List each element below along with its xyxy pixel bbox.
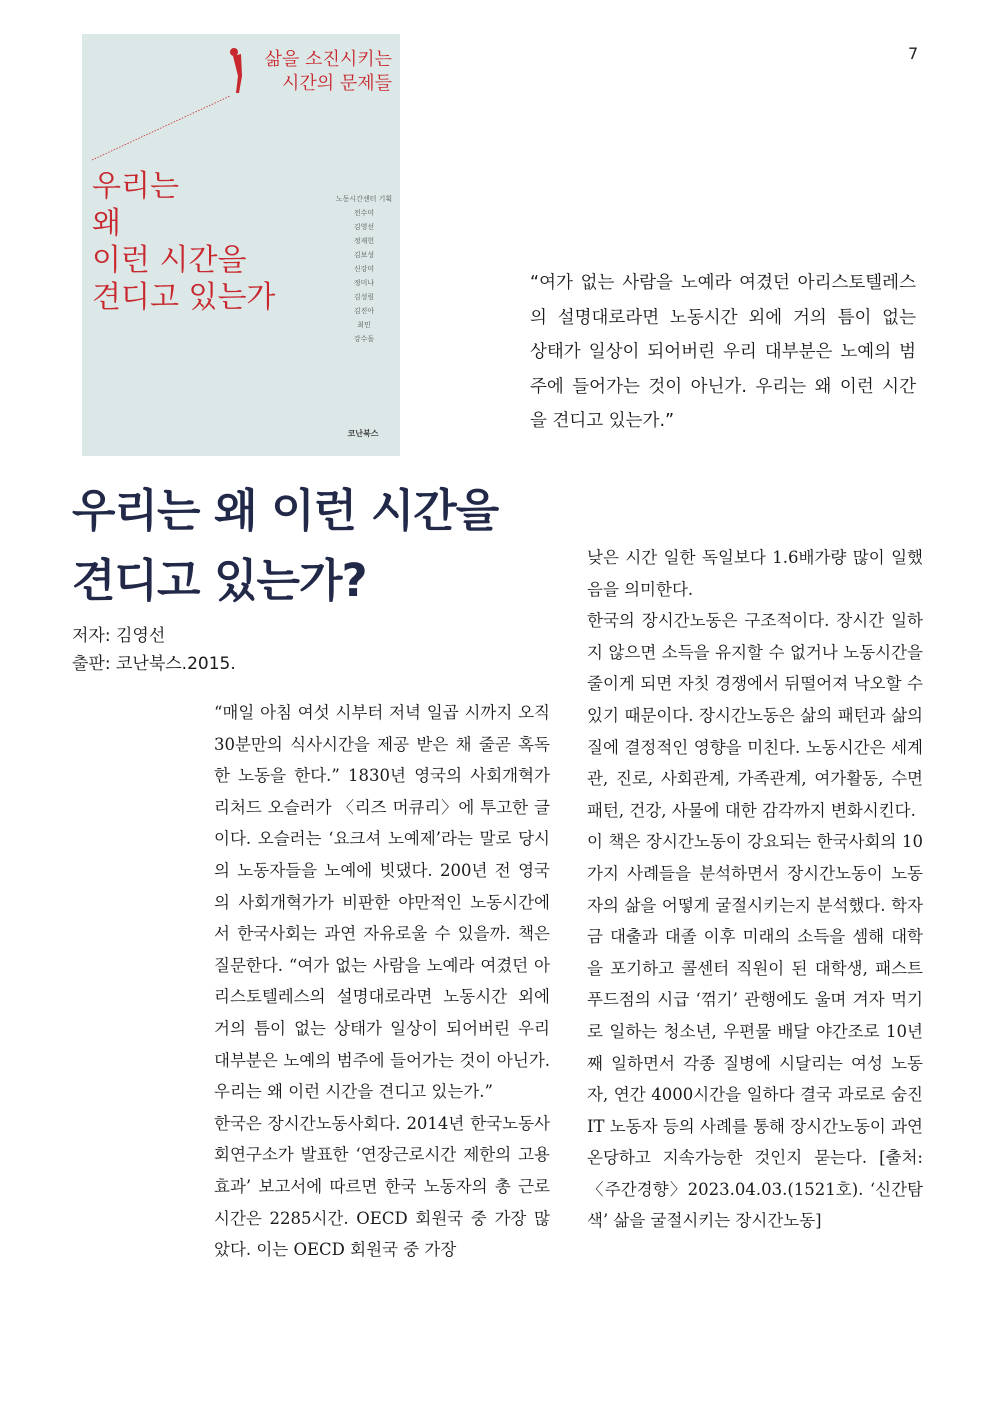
article-title-line: 견디고 있는가? [72, 554, 367, 607]
book-cover [82, 34, 400, 456]
cover-author: 강수돌 [353, 335, 375, 343]
article-title [72, 476, 552, 616]
body-paragraph: “매일 아침 여섯 시부터 저녁 일곱 시까지 오직 30분만의 식사시간을 제공 받은 채 줄곧 혹독한 노동을 한다.” 1830년 영국의 사회개혁가 리처드 오슬러가 〈리즈 머큐리〉에 투고한 글이다. 오슬러는 ‘요크셔 노예제’라는 말로 당시의 노동자들을 노예에 빗댔다. 200년 전 영국의 사회개혁가가 비판한 야만적인 노동시간에서 한국사회는 과연 자유로울 수 있을까. 책은 질문한다. “여가 없는 사람을 노예라 여겼던 아리스토텔레스의 설명대로라면 노동시간 외에 거의 틈이 없는 상태가 일상이 되어버린 우리 대부분은 노예의 범주에 들어가는 것이 아닌가. 우리는 왜 이런 시간을 견디고 있는가.” [214, 703, 550, 1102]
cover-title [92, 168, 322, 316]
article-title-line: 우리는 왜 이런 시간을 [72, 484, 499, 537]
cover-author: 전수미 [353, 209, 375, 217]
cover-publisher-logo: 코난북스 [347, 429, 379, 438]
cover-author: 노동시간센터 기획 [335, 195, 393, 203]
page-number: 7 [908, 44, 919, 63]
pull-quote-line: 주에 들어가는 것이 아닌가. 우리는 왜 이런 시간 [530, 376, 916, 397]
book-publisher: 출판: 코난북스.2015. [72, 654, 236, 674]
cover-subtitle-line: 삶을 소진시키는 [264, 49, 392, 70]
cover-title-line: 우리는 [92, 169, 179, 204]
body-paragraph: 낮은 시간 일한 독일보다 1.6배가량 많이 일했음을 의미한다. [587, 548, 923, 599]
pull-quote-line: 을 견디고 있는가.” [530, 411, 675, 431]
cover-title-line: 견디고 있는가 [92, 280, 276, 315]
body-column-left [214, 697, 550, 1266]
body-column-right [587, 542, 923, 1237]
body-paragraph: 한국은 장시간노동사회다. 2014년 한국노동사회연구소가 발표한 ‘연장근로시간 제한의 고용효과’ 보고서에 따르면 한국 노동자의 총 근로시간은 2285시간. OECD 회원국 중 가장 많았다. 이는 OECD 회원국 중 가장 [214, 1113, 550, 1260]
cover-author: 신강미 [353, 265, 375, 273]
cover-author: 정미나 [353, 279, 375, 287]
pull-quote-line: 의 설명대로라면 노동시간 외에 거의 틈이 없는 [530, 307, 916, 328]
book-author: 저자: 김영선 [72, 626, 166, 646]
cover-title-line: 이런 시간을 [92, 243, 247, 278]
cover-author: 김보성 [353, 251, 375, 259]
cover-author: 김진아 [353, 307, 375, 315]
pull-quote-line: “여가 없는 사람을 노예라 여겼던 아리스토텔레스 [530, 273, 916, 293]
cover-author: 김영선 [353, 223, 375, 231]
pull-quote [530, 266, 916, 439]
cover-authors [334, 192, 394, 346]
cover-subtitle-line: 시간의 문제들 [281, 73, 392, 94]
cover-title-line: 왜 [92, 206, 121, 241]
cover-author: 정재헌 [353, 237, 375, 245]
body-paragraph: 이 책은 장시간노동이 강요되는 한국사회의 10가지 사례들을 분석하면서 장시간노동이 노동자의 삶을 어떻게 굴절시키는지 분석했다. 학자금 대출과 대졸 이후 미래의 소득을 셈해 대학을 포기하고 콜센터 직원이 된 대학생, 패스트푸드점의 시급 ‘꺾기’ 관행에도 울며 겨자 먹기로 일하는 청소년, 우편물 배달 야간조로 10년째 일하면서 각종 질병에 시달리는 여성 노동자, 연간 4000시간을 일하다 결국 과로로 숨진 IT 노동자 등의 사례를 통해 장시간노동이 과연 온당하고 지속가능한 것인지 묻는다. [출처: 〈주간경향〉2023.04.03.(1521호). ‘신간탐색’ 삶을 굴절시키는 장시간노동] [587, 832, 923, 1231]
cover-subtitle [242, 48, 392, 96]
cover-author: 김성림 [353, 293, 375, 301]
pull-quote-line: 상태가 일상이 되어버린 우리 대부분은 노예의 범 [530, 342, 916, 362]
cover-author: 최민 [357, 321, 371, 329]
book-meta [72, 622, 332, 678]
body-paragraph: 한국의 장시간노동은 구조적이다. 장시간 일하지 않으면 소득을 유지할 수 없거나 노동시간을 줄이게 되면 자칫 경쟁에서 뒤떨어져 낙오할 수 있기 때문이다. 장시간노동은 삶의 패턴과 삶의 질에 결정적인 영향을 미친다. 노동시간은 세계관, 진로, 사회관계, 가족관계, 여가활동, 수면패턴, 건강, 사물에 대한 감각까지 변화시킨다. [587, 611, 923, 820]
